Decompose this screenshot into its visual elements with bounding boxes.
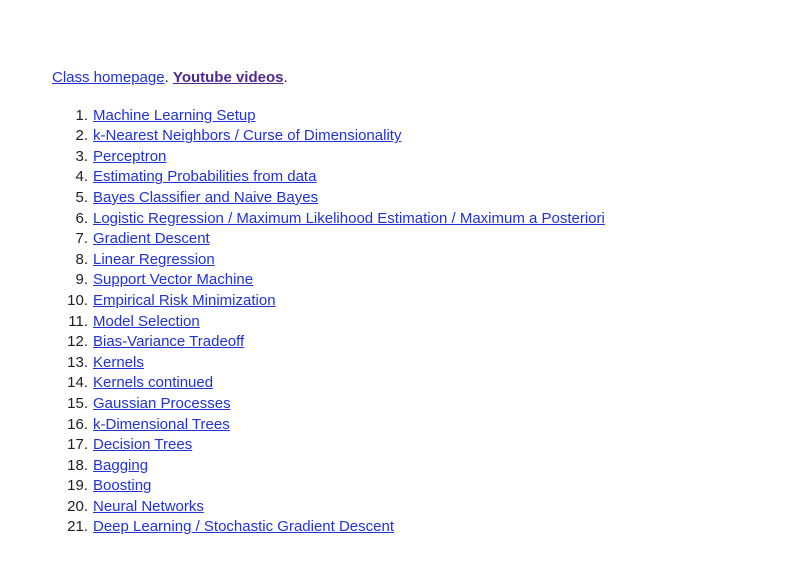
lecture-link[interactable]: Gradient Descent: [93, 230, 210, 248]
lecture-number: 17.: [67, 436, 88, 454]
lecture-link[interactable]: Decision Trees: [93, 436, 193, 454]
lecture-link[interactable]: k-Dimensional Trees: [93, 415, 230, 433]
class-homepage-link[interactable]: Class homepage: [52, 69, 165, 86]
lecture-link[interactable]: Logistic Regression / Maximum Likelihood Estimation / Maximum a Posteriori: [93, 209, 605, 227]
lecture-number: 10.: [67, 291, 88, 309]
lecture-link[interactable]: Empirical Risk Minimization: [93, 291, 276, 309]
lecture-item: [52, 126, 790, 147]
lecture-link[interactable]: Machine Learning Setup: [93, 106, 256, 124]
lecture-item: [52, 250, 790, 271]
lecture-item: [52, 435, 790, 456]
lecture-link[interactable]: k-Nearest Neighbors / Curse of Dimensionality: [93, 127, 402, 145]
lecture-link[interactable]: Perceptron: [93, 147, 167, 165]
lecture-link[interactable]: Bayes Classifier and Naive Bayes: [93, 188, 319, 206]
lecture-number: 19.: [67, 477, 88, 495]
lecture-number: 3.: [75, 147, 88, 165]
lecture-number: 11.: [68, 312, 88, 330]
lecture-number: 16.: [67, 415, 88, 433]
lecture-number: 9.: [75, 271, 88, 289]
lecture-number: 20.: [67, 497, 88, 515]
lecture-link[interactable]: Estimating Probabilities from data: [93, 168, 317, 186]
lecture-item: [52, 394, 790, 415]
lecture-link[interactable]: Kernels continued: [93, 374, 214, 392]
header-terminator-text: .: [283, 69, 288, 86]
lecture-link[interactable]: Bagging: [93, 456, 149, 474]
lecture-item: [52, 270, 790, 291]
lecture-item: [52, 456, 790, 477]
lecture-number: 18.: [67, 456, 88, 474]
lecture-link[interactable]: Kernels: [93, 353, 144, 371]
lecture-list: [52, 106, 790, 538]
lecture-item: [52, 188, 790, 209]
lecture-item: [52, 291, 790, 312]
lecture-number: 4.: [75, 168, 88, 186]
lecture-number: 14.: [67, 374, 88, 392]
lecture-item: [52, 497, 790, 518]
lecture-item: [52, 147, 790, 168]
lecture-number: 2.: [75, 127, 88, 145]
lecture-link[interactable]: Neural Networks: [93, 497, 204, 515]
lecture-number: 8.: [75, 250, 88, 268]
lecture-item: [52, 415, 790, 436]
lecture-link[interactable]: Bias-Variance Tradeoff: [93, 333, 245, 351]
lecture-link[interactable]: Boosting: [93, 477, 152, 495]
lecture-item: [52, 353, 790, 374]
lecture-link[interactable]: Deep Learning / Stochastic Gradient Descent: [93, 518, 395, 536]
lecture-number: 7.: [75, 230, 88, 248]
lecture-number: 15.: [67, 394, 88, 412]
lecture-number: 6.: [75, 209, 88, 227]
lecture-item: [52, 167, 790, 188]
lecture-item: [52, 229, 790, 250]
lecture-number: 5.: [75, 188, 88, 206]
lecture-link[interactable]: Support Vector Machine: [93, 271, 254, 289]
lecture-link[interactable]: Model Selection: [93, 312, 200, 330]
header-separator-text: .: [164, 69, 173, 86]
youtube-videos-link[interactable]: Youtube videos: [172, 69, 284, 86]
lecture-number: 12.: [67, 333, 88, 351]
lecture-item: [52, 476, 790, 497]
header: [52, 68, 790, 89]
lecture-number: 1.: [75, 106, 88, 124]
lecture-number: 13.: [67, 353, 88, 371]
lecture-item: [52, 373, 790, 394]
lecture-item: [52, 517, 790, 538]
lecture-link[interactable]: Gaussian Processes: [93, 394, 231, 412]
lecture-link[interactable]: Linear Regression: [93, 250, 215, 268]
lecture-item: [52, 106, 790, 127]
lecture-item: [52, 209, 790, 230]
lecture-item: [52, 312, 790, 333]
lecture-item: [52, 332, 790, 353]
lecture-number: 21.: [67, 518, 88, 536]
